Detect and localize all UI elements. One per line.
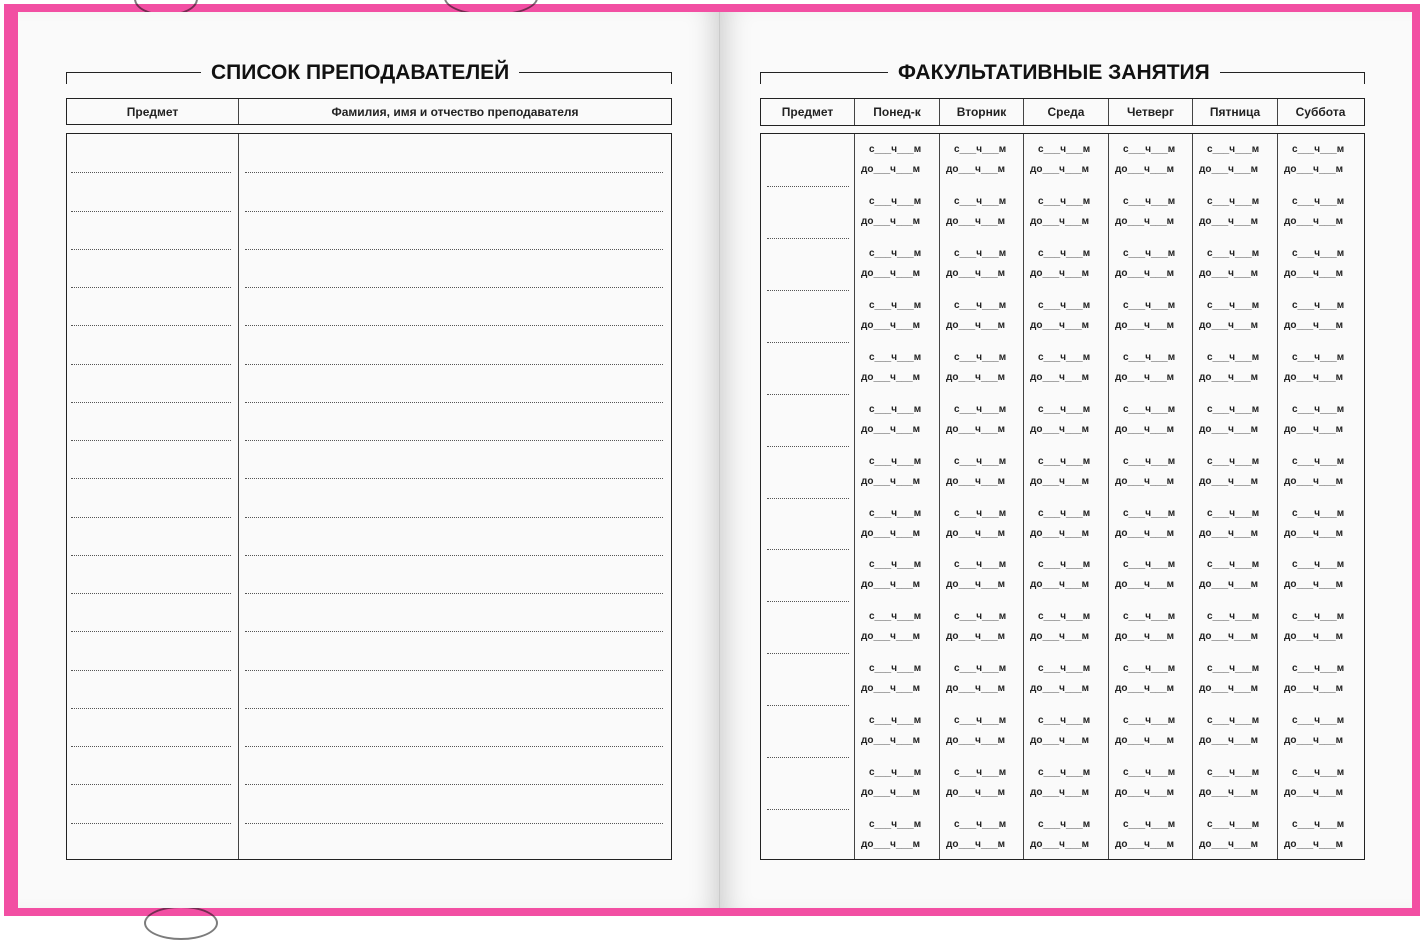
- time-from-slot: с___ч___м: [1123, 404, 1176, 415]
- time-to-slot: до___ч___м: [1284, 631, 1344, 642]
- time-from-slot: с___ч___м: [1292, 559, 1345, 570]
- time-to-slot: до___ч___м: [861, 787, 921, 798]
- column-divider: [854, 134, 855, 859]
- time-from-slot: с___ч___м: [1038, 559, 1091, 570]
- writing-line: [71, 364, 231, 365]
- time-from-slot: с___ч___м: [869, 508, 922, 519]
- writing-line: [71, 631, 231, 632]
- left-page: [18, 12, 720, 908]
- time-from-slot: с___ч___м: [954, 819, 1007, 830]
- writing-line: [71, 287, 231, 288]
- time-from-slot: с___ч___м: [954, 352, 1007, 363]
- time-to-slot: до___ч___м: [861, 528, 921, 539]
- writing-line: [245, 172, 663, 173]
- time-to-slot: до___ч___м: [946, 164, 1006, 175]
- time-to-slot: до___ч___м: [1115, 320, 1175, 331]
- time-from-slot: с___ч___м: [1123, 300, 1176, 311]
- time-from-slot: с___ч___м: [869, 819, 922, 830]
- writing-line: [245, 555, 663, 556]
- column-header: Суббота: [1295, 105, 1346, 119]
- writing-line: [71, 402, 231, 403]
- time-to-slot: до___ч___м: [1199, 683, 1259, 694]
- time-from-slot: с___ч___м: [1038, 352, 1091, 363]
- time-to-slot: до___ч___м: [1115, 164, 1175, 175]
- time-from-slot: с___ч___м: [1123, 456, 1176, 467]
- time-from-slot: с___ч___м: [1038, 456, 1091, 467]
- time-from-slot: с___ч___м: [869, 248, 922, 259]
- row-divider: [767, 186, 849, 187]
- time-to-slot: до___ч___м: [946, 528, 1006, 539]
- time-from-slot: с___ч___м: [954, 767, 1007, 778]
- time-from-slot: с___ч___м: [1038, 767, 1091, 778]
- writing-line: [71, 746, 231, 747]
- page-title: СПИСОК ПРЕПОДАВАТЕЛЕЙ: [201, 61, 519, 85]
- time-from-slot: с___ч___м: [1292, 352, 1345, 363]
- time-from-slot: с___ч___м: [1038, 663, 1091, 674]
- time-to-slot: до___ч___м: [946, 320, 1006, 331]
- time-to-slot: до___ч___м: [1284, 735, 1344, 746]
- time-to-slot: до___ч___м: [1030, 320, 1090, 331]
- time-from-slot: с___ч___м: [1123, 352, 1176, 363]
- writing-line: [71, 784, 231, 785]
- time-from-slot: с___ч___м: [954, 559, 1007, 570]
- time-to-slot: до___ч___м: [1199, 268, 1259, 279]
- time-to-slot: до___ч___м: [946, 787, 1006, 798]
- time-to-slot: до___ч___м: [1115, 579, 1175, 590]
- time-to-slot: до___ч___м: [1030, 268, 1090, 279]
- time-from-slot: с___ч___м: [1292, 456, 1345, 467]
- time-to-slot: до___ч___м: [1115, 631, 1175, 642]
- time-from-slot: с___ч___м: [1038, 819, 1091, 830]
- time-to-slot: до___ч___м: [1284, 424, 1344, 435]
- time-from-slot: с___ч___м: [954, 404, 1007, 415]
- time-to-slot: до___ч___м: [1115, 476, 1175, 487]
- writing-line: [71, 823, 231, 824]
- time-to-slot: до___ч___м: [1284, 787, 1344, 798]
- time-from-slot: с___ч___м: [869, 456, 922, 467]
- row-divider: [767, 549, 849, 550]
- writing-line: [245, 478, 663, 479]
- time-to-slot: до___ч___м: [1284, 372, 1344, 383]
- time-from-slot: с___ч___м: [1207, 300, 1260, 311]
- time-to-slot: до___ч___м: [1284, 268, 1344, 279]
- row-divider: [767, 757, 849, 758]
- time-to-slot: до___ч___м: [1115, 372, 1175, 383]
- writing-line: [245, 440, 663, 441]
- row-divider: [767, 498, 849, 499]
- time-from-slot: с___ч___м: [1123, 508, 1176, 519]
- writing-line: [71, 670, 231, 671]
- time-from-slot: с___ч___м: [1207, 196, 1260, 207]
- time-to-slot: до___ч___м: [946, 631, 1006, 642]
- time-from-slot: с___ч___м: [1292, 508, 1345, 519]
- writing-line: [71, 172, 231, 173]
- time-to-slot: до___ч___м: [1199, 787, 1259, 798]
- time-to-slot: до___ч___м: [946, 216, 1006, 227]
- time-from-slot: с___ч___м: [1123, 144, 1176, 155]
- writing-line: [245, 708, 663, 709]
- time-from-slot: с___ч___м: [1123, 611, 1176, 622]
- time-from-slot: с___ч___м: [1207, 404, 1260, 415]
- writing-line: [71, 593, 231, 594]
- time-to-slot: до___ч___м: [1284, 164, 1344, 175]
- time-from-slot: с___ч___м: [869, 404, 922, 415]
- time-to-slot: до___ч___м: [1284, 320, 1344, 331]
- time-to-slot: до___ч___м: [1030, 735, 1090, 746]
- row-divider: [767, 705, 849, 706]
- time-to-slot: до___ч___м: [1199, 424, 1259, 435]
- time-from-slot: с___ч___м: [869, 611, 922, 622]
- writing-line: [245, 593, 663, 594]
- writing-line: [71, 478, 231, 479]
- time-from-slot: с___ч___м: [1038, 715, 1091, 726]
- writing-line: [245, 631, 663, 632]
- writing-line: [71, 440, 231, 441]
- writing-line: [71, 249, 231, 250]
- page-title: ФАКУЛЬТАТИВНЫЕ ЗАНЯТИЯ: [888, 61, 1220, 85]
- time-from-slot: с___ч___м: [1292, 611, 1345, 622]
- time-to-slot: до___ч___м: [1115, 839, 1175, 850]
- time-from-slot: с___ч___м: [1292, 300, 1345, 311]
- writing-line: [245, 402, 663, 403]
- time-to-slot: до___ч___м: [1284, 839, 1344, 850]
- time-from-slot: с___ч___м: [869, 300, 922, 311]
- table-header: [760, 98, 1365, 126]
- time-to-slot: до___ч___м: [861, 216, 921, 227]
- time-to-slot: до___ч___м: [861, 631, 921, 642]
- writing-line: [245, 211, 663, 212]
- writing-line: [245, 784, 663, 785]
- table-header: [66, 98, 672, 125]
- time-from-slot: с___ч___м: [1123, 819, 1176, 830]
- row-divider: [767, 394, 849, 395]
- time-to-slot: до___ч___м: [1030, 164, 1090, 175]
- time-to-slot: до___ч___м: [1030, 631, 1090, 642]
- time-to-slot: до___ч___м: [1199, 164, 1259, 175]
- time-to-slot: до___ч___м: [1030, 528, 1090, 539]
- time-to-slot: до___ч___м: [1030, 787, 1090, 798]
- time-from-slot: с___ч___м: [1292, 663, 1345, 674]
- row-divider: [767, 653, 849, 654]
- time-from-slot: с___ч___м: [1207, 352, 1260, 363]
- time-from-slot: с___ч___м: [1292, 144, 1345, 155]
- time-from-slot: с___ч___м: [954, 248, 1007, 259]
- time-to-slot: до___ч___м: [1284, 683, 1344, 694]
- time-to-slot: до___ч___м: [946, 424, 1006, 435]
- time-to-slot: до___ч___м: [1199, 735, 1259, 746]
- column-header: Вторник: [940, 99, 1024, 125]
- writing-line: [245, 746, 663, 747]
- time-to-slot: до___ч___м: [1115, 787, 1175, 798]
- time-to-slot: до___ч___м: [861, 424, 921, 435]
- time-to-slot: до___ч___м: [861, 579, 921, 590]
- time-to-slot: до___ч___м: [1199, 476, 1259, 487]
- writing-line: [245, 325, 663, 326]
- time-to-slot: до___ч___м: [1030, 579, 1090, 590]
- time-to-slot: до___ч___м: [1199, 631, 1259, 642]
- time-from-slot: с___ч___м: [869, 196, 922, 207]
- writing-line: [71, 211, 231, 212]
- time-from-slot: с___ч___м: [1292, 819, 1345, 830]
- time-to-slot: до___ч___м: [946, 372, 1006, 383]
- column-header: Пятница: [1193, 99, 1278, 125]
- time-to-slot: до___ч___м: [861, 320, 921, 331]
- time-from-slot: с___ч___м: [1038, 144, 1091, 155]
- time-from-slot: с___ч___м: [954, 663, 1007, 674]
- time-from-slot: с___ч___м: [1038, 300, 1091, 311]
- time-from-slot: с___ч___м: [1038, 248, 1091, 259]
- time-from-slot: с___ч___м: [954, 144, 1007, 155]
- time-to-slot: до___ч___м: [1199, 216, 1259, 227]
- time-from-slot: с___ч___м: [1123, 663, 1176, 674]
- writing-line: [71, 708, 231, 709]
- time-from-slot: с___ч___м: [869, 715, 922, 726]
- time-from-slot: с___ч___м: [1123, 559, 1176, 570]
- column-header-subject: Предмет: [67, 99, 239, 124]
- time-from-slot: с___ч___м: [869, 767, 922, 778]
- time-from-slot: с___ч___м: [1038, 611, 1091, 622]
- row-divider: [767, 809, 849, 810]
- time-to-slot: до___ч___м: [1199, 579, 1259, 590]
- time-from-slot: с___ч___м: [869, 352, 922, 363]
- time-to-slot: до___ч___м: [946, 268, 1006, 279]
- time-to-slot: до___ч___м: [861, 683, 921, 694]
- time-from-slot: с___ч___м: [954, 715, 1007, 726]
- writing-line: [245, 364, 663, 365]
- time-to-slot: до___ч___м: [1199, 839, 1259, 850]
- time-from-slot: с___ч___м: [1292, 248, 1345, 259]
- time-from-slot: с___ч___м: [1207, 611, 1260, 622]
- time-to-slot: до___ч___м: [946, 735, 1006, 746]
- time-from-slot: с___ч___м: [954, 456, 1007, 467]
- time-to-slot: до___ч___м: [1284, 216, 1344, 227]
- time-from-slot: с___ч___м: [1207, 144, 1260, 155]
- column-divider: [1192, 134, 1193, 859]
- time-to-slot: до___ч___м: [1199, 528, 1259, 539]
- time-to-slot: до___ч___м: [1115, 216, 1175, 227]
- time-to-slot: до___ч___м: [861, 268, 921, 279]
- writing-line: [245, 823, 663, 824]
- time-from-slot: с___ч___м: [1207, 819, 1260, 830]
- column-header-teacher-name: Фамилия, имя и отчество преподавателя: [331, 104, 579, 119]
- time-from-slot: с___ч___м: [1123, 715, 1176, 726]
- right-page: [720, 12, 1412, 908]
- time-to-slot: до___ч___м: [861, 476, 921, 487]
- writing-line: [71, 555, 231, 556]
- column-header: Среда: [1024, 99, 1109, 125]
- time-from-slot: с___ч___м: [954, 508, 1007, 519]
- time-from-slot: с___ч___м: [869, 663, 922, 674]
- time-from-slot: с___ч___м: [1207, 248, 1260, 259]
- time-to-slot: до___ч___м: [1115, 683, 1175, 694]
- writing-line: [71, 517, 231, 518]
- time-to-slot: до___ч___м: [1030, 216, 1090, 227]
- time-from-slot: с___ч___м: [1292, 767, 1345, 778]
- column-divider: [939, 134, 940, 859]
- cover-pattern: [144, 906, 218, 940]
- column-divider: [1108, 134, 1109, 859]
- time-from-slot: с___ч___м: [1123, 248, 1176, 259]
- time-to-slot: до___ч___м: [946, 579, 1006, 590]
- column-divider: [238, 134, 239, 859]
- time-from-slot: с___ч___м: [1207, 663, 1260, 674]
- time-to-slot: до___ч___м: [1115, 735, 1175, 746]
- column-header: Предмет: [761, 99, 855, 125]
- column-divider: [1023, 134, 1024, 859]
- time-to-slot: до___ч___м: [861, 839, 921, 850]
- time-to-slot: до___ч___м: [1030, 476, 1090, 487]
- writing-line: [245, 517, 663, 518]
- time-to-slot: до___ч___м: [1284, 579, 1344, 590]
- time-to-slot: до___ч___м: [1030, 372, 1090, 383]
- time-to-slot: до___ч___м: [1284, 528, 1344, 539]
- time-from-slot: с___ч___м: [869, 559, 922, 570]
- time-from-slot: с___ч___м: [1038, 196, 1091, 207]
- time-from-slot: с___ч___м: [954, 300, 1007, 311]
- time-to-slot: до___ч___м: [1115, 424, 1175, 435]
- teachers-table: [66, 133, 672, 860]
- row-divider: [767, 342, 849, 343]
- time-to-slot: до___ч___м: [861, 372, 921, 383]
- time-from-slot: с___ч___м: [1207, 767, 1260, 778]
- row-divider: [767, 446, 849, 447]
- time-to-slot: до___ч___м: [1115, 268, 1175, 279]
- time-from-slot: с___ч___м: [1123, 196, 1176, 207]
- time-to-slot: до___ч___м: [1030, 683, 1090, 694]
- time-from-slot: с___ч___м: [1292, 715, 1345, 726]
- time-from-slot: с___ч___м: [1207, 508, 1260, 519]
- writing-line: [245, 670, 663, 671]
- time-to-slot: до___ч___м: [946, 476, 1006, 487]
- time-from-slot: с___ч___м: [869, 144, 922, 155]
- column-header: Четверг: [1109, 99, 1193, 125]
- time-to-slot: до___ч___м: [1115, 528, 1175, 539]
- time-from-slot: с___ч___м: [1292, 404, 1345, 415]
- time-from-slot: с___ч___м: [1038, 404, 1091, 415]
- time-to-slot: до___ч___м: [1284, 476, 1344, 487]
- time-to-slot: до___ч___м: [1030, 424, 1090, 435]
- time-to-slot: до___ч___м: [1199, 372, 1259, 383]
- time-from-slot: с___ч___м: [1292, 196, 1345, 207]
- row-divider: [767, 601, 849, 602]
- time-from-slot: с___ч___м: [954, 611, 1007, 622]
- time-to-slot: до___ч___м: [1030, 839, 1090, 850]
- time-to-slot: до___ч___м: [861, 164, 921, 175]
- writing-line: [245, 287, 663, 288]
- time-to-slot: до___ч___м: [946, 839, 1006, 850]
- row-divider: [767, 290, 849, 291]
- time-from-slot: с___ч___м: [1038, 508, 1091, 519]
- column-divider: [1277, 134, 1278, 859]
- time-from-slot: с___ч___м: [1123, 767, 1176, 778]
- column-header: Понед-к: [855, 99, 940, 125]
- time-to-slot: до___ч___м: [946, 683, 1006, 694]
- writing-line: [245, 249, 663, 250]
- time-from-slot: с___ч___м: [954, 196, 1007, 207]
- time-to-slot: до___ч___м: [1199, 320, 1259, 331]
- time-from-slot: с___ч___м: [1207, 456, 1260, 467]
- time-from-slot: с___ч___м: [1207, 559, 1260, 570]
- time-from-slot: с___ч___м: [1207, 715, 1260, 726]
- time-to-slot: до___ч___м: [861, 735, 921, 746]
- electives-table: [760, 133, 1365, 860]
- writing-line: [71, 325, 231, 326]
- row-divider: [767, 238, 849, 239]
